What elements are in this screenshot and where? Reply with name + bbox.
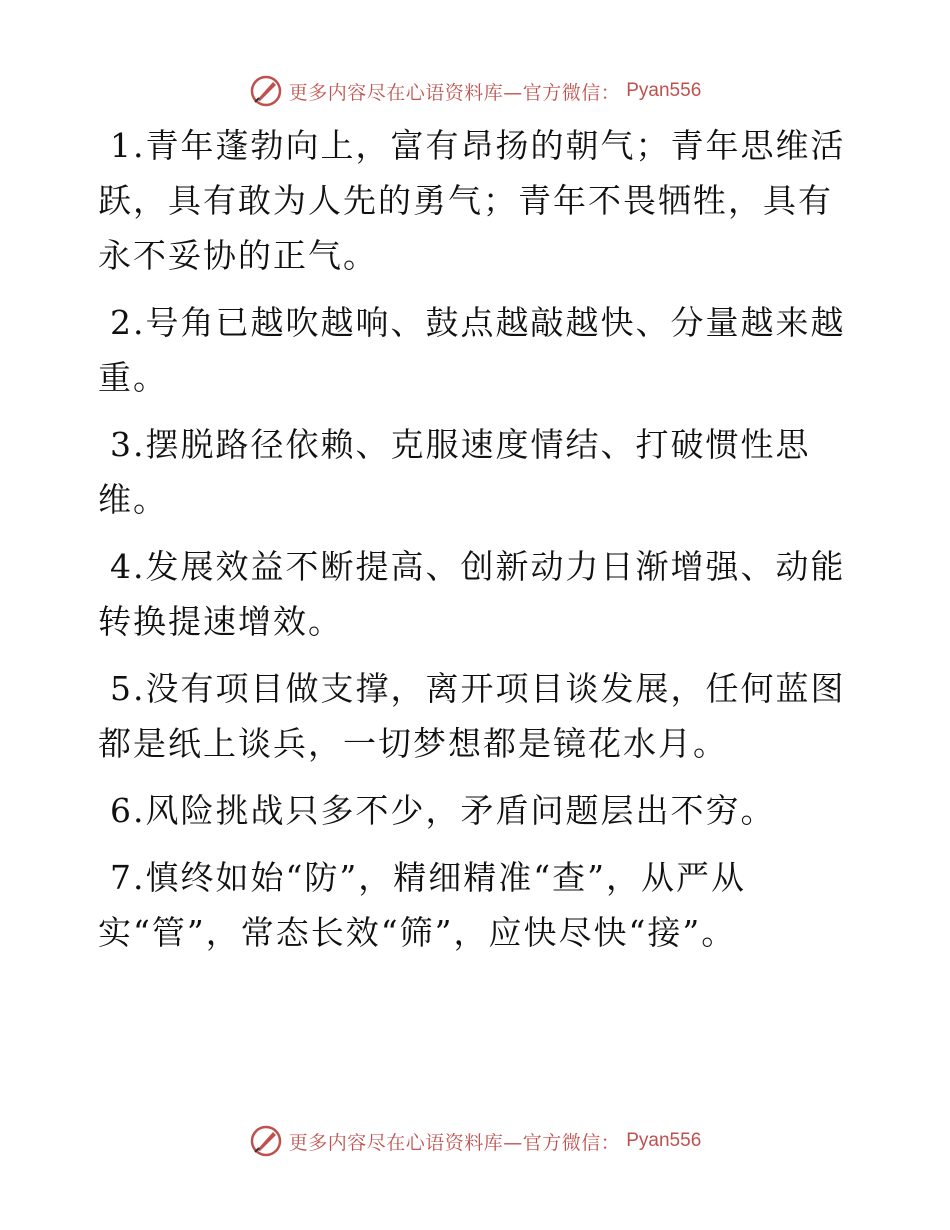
item-text: 风险挑战只多不少，矛盾问题层出不穷。	[145, 791, 776, 830]
watermark-text: 更多内容尽在心语资料库—官方微信：	[288, 1131, 621, 1154]
list-item	[98, 417, 858, 527]
quill-logo-icon	[249, 74, 283, 108]
header-watermark	[0, 74, 950, 108]
item-text: 发展效益不断提高、创新动力日渐增强、动能转换提速增效。	[98, 547, 846, 641]
item-text: 青年蓬勃向上，富有昂扬的朝气；青年思维活跃，具有敢为人先的勇气；青年不畏牺牲，具有永不妥协的正气。	[98, 126, 846, 275]
item-text: 摆脱路径依赖、克服速度情结、打破惯性思维。	[98, 425, 811, 519]
list-item	[98, 850, 858, 960]
quill-logo-icon	[249, 1124, 283, 1158]
item-number: 2.	[110, 303, 146, 342]
document-body	[98, 118, 858, 972]
item-number: 6.	[110, 791, 146, 830]
watermark-wechat-id: Pyan556	[626, 80, 702, 101]
item-text: 没有项目做支撑，离开项目谈发展，任何蓝图都是纸上谈兵，一切梦想都是镜花水月。	[98, 669, 846, 763]
item-text: 慎终如始“防”，精细精准“查”，从严从实“管”，常态长效“筛”，应快尽快“接”。	[98, 858, 746, 952]
item-number: 1.	[110, 126, 146, 165]
watermark-wechat-id: Pyan556	[626, 1130, 702, 1151]
item-number: 3.	[110, 425, 146, 464]
list-item	[98, 661, 858, 771]
list-item	[98, 118, 858, 283]
watermark-text: 更多内容尽在心语资料库—官方微信：	[288, 81, 621, 104]
list-item	[98, 783, 858, 838]
footer-watermark	[0, 1124, 950, 1158]
item-number: 5.	[110, 669, 146, 708]
list-item	[98, 539, 858, 649]
item-text: 号角已越吹越响、鼓点越敲越快、分量越来越重。	[98, 303, 846, 397]
list-item	[98, 295, 858, 405]
item-number: 7.	[110, 858, 146, 897]
item-number: 4.	[110, 547, 146, 586]
